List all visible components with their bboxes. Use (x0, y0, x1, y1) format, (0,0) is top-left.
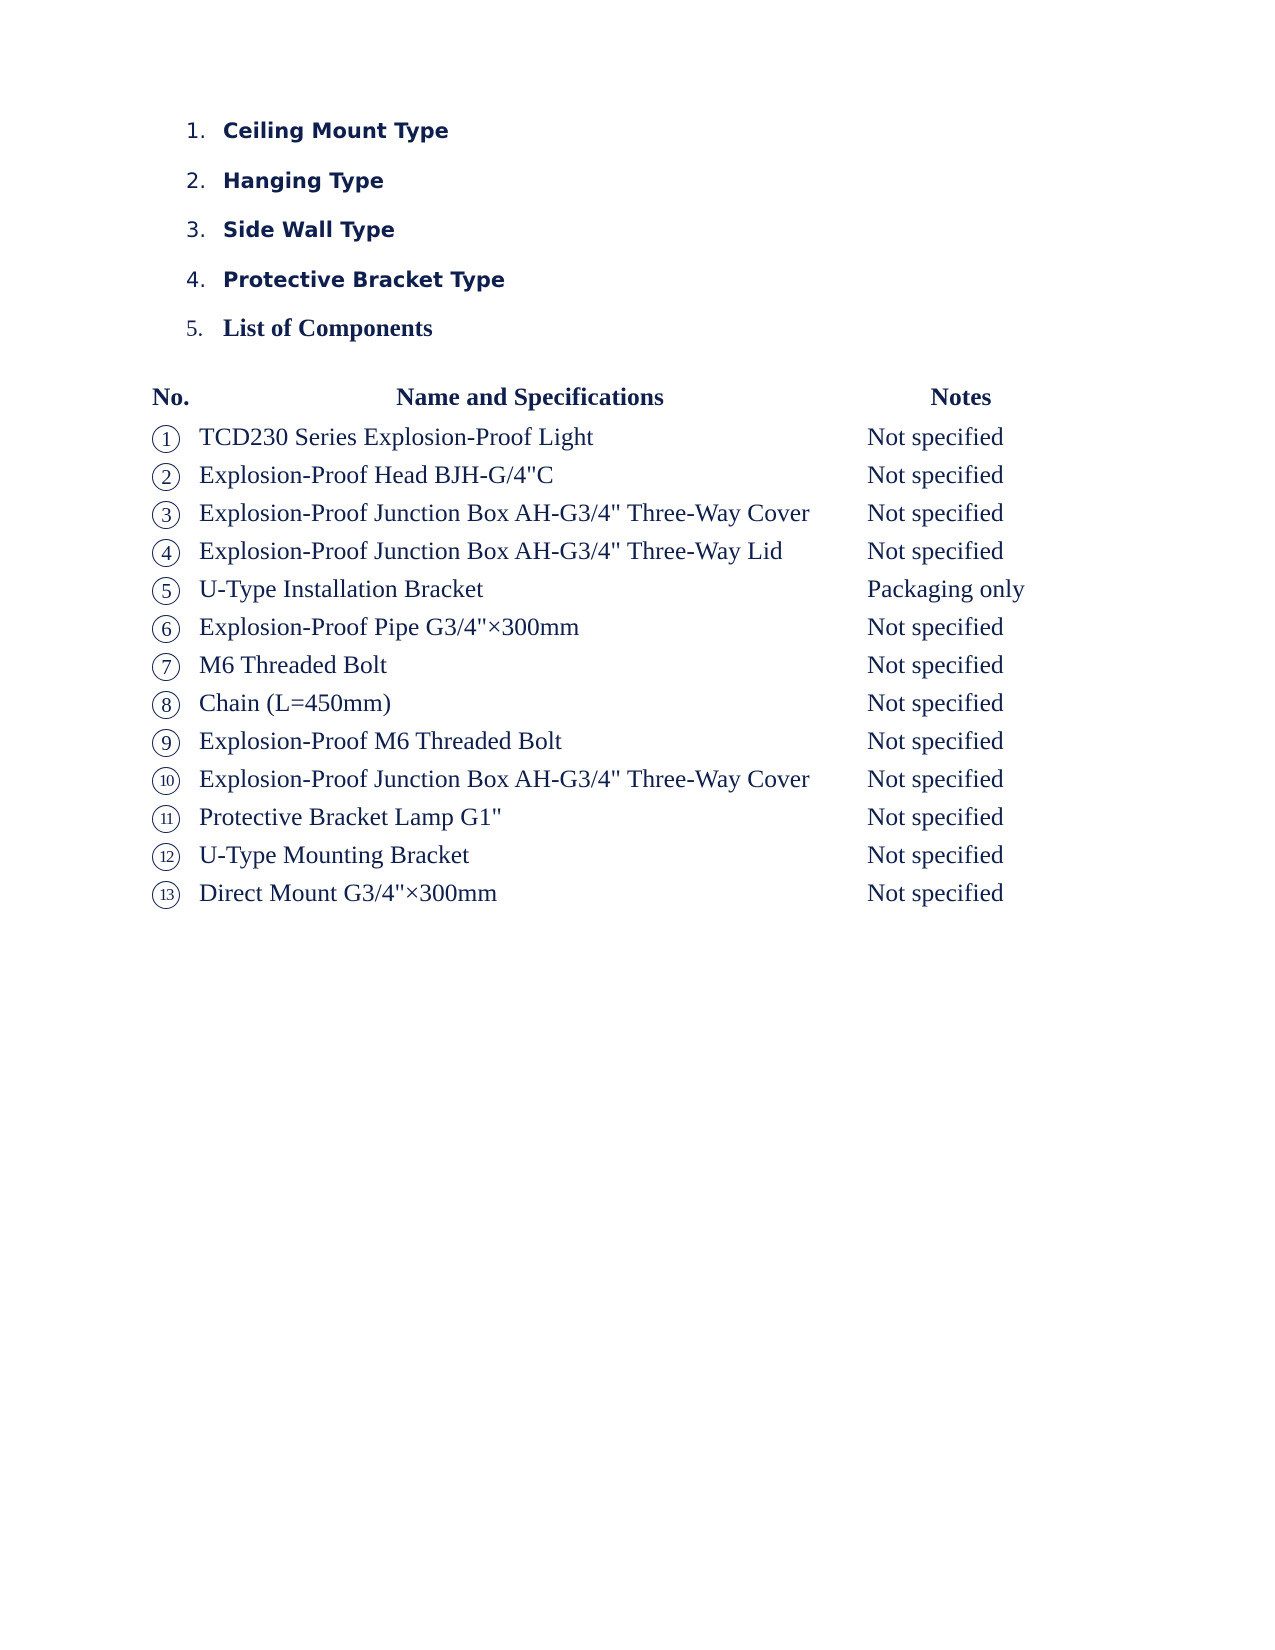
row-number: 9 (152, 729, 180, 757)
component-name: Explosion-Proof Junction Box AH-G3/4" Three-Way Cover (199, 764, 810, 793)
section-list (186, 117, 505, 365)
row-number: 11 (152, 805, 180, 833)
component-notes: Not specified (867, 422, 1004, 451)
component-name: Explosion-Proof Junction Box AH-G3/4" Three-Way Lid (199, 536, 783, 565)
table-row (152, 760, 1061, 798)
header-no: No. (152, 382, 190, 411)
header-name: Name and Specifications (396, 382, 664, 411)
component-notes: Not specified (867, 460, 1004, 489)
component-name: U-Type Installation Bracket (199, 574, 484, 603)
components-table (152, 382, 1061, 912)
row-number: 6 (152, 615, 180, 643)
row-number: 1 (152, 425, 180, 453)
component-name: Explosion-Proof Junction Box AH-G3/4" Three-Way Cover (199, 498, 810, 527)
row-number: 13 (152, 881, 180, 909)
component-name: Direct Mount G3/4"×300mm (199, 878, 498, 907)
component-name: Explosion-Proof Head BJH-G/4"C (199, 460, 554, 489)
table-row (152, 608, 1061, 646)
section-heading: Protective Bracket Type (223, 267, 506, 292)
section-heading: Ceiling Mount Type (223, 119, 449, 143)
section-item (186, 315, 505, 365)
component-notes: Not specified (867, 498, 1004, 527)
row-number: 5 (152, 577, 180, 605)
section-item (186, 266, 505, 316)
row-number: 8 (152, 691, 180, 719)
component-notes: Not specified (867, 726, 1004, 755)
table-row (152, 722, 1061, 760)
section-heading: List of Components (223, 315, 433, 343)
component-notes: Not specified (867, 688, 1004, 717)
row-number: 12 (152, 843, 180, 871)
section-number: 3. (186, 218, 207, 243)
component-notes: Not specified (867, 878, 1004, 907)
table-row (152, 532, 1061, 570)
row-number: 7 (152, 653, 180, 681)
component-name: Explosion-Proof Pipe G3/4"×300mm (199, 612, 580, 641)
section-number: 5. (186, 316, 204, 342)
component-notes: Not specified (867, 802, 1004, 831)
component-notes: Not specified (867, 536, 1004, 565)
table-header-row (152, 382, 1061, 418)
table-row (152, 494, 1061, 532)
table-row (152, 646, 1061, 684)
table-row (152, 570, 1061, 608)
component-notes: Not specified (867, 650, 1004, 679)
table-row (152, 456, 1061, 494)
section-number: 4. (186, 267, 207, 292)
table-row (152, 798, 1061, 836)
component-name: M6 Threaded Bolt (199, 650, 387, 679)
section-item (186, 117, 505, 167)
component-name: Chain (L=450mm) (199, 688, 392, 717)
section-item (186, 216, 505, 266)
row-number: 2 (152, 463, 180, 491)
component-name: Protective Bracket Lamp G1" (199, 802, 502, 831)
component-notes: Not specified (867, 840, 1004, 869)
header-notes: Notes (930, 382, 992, 411)
component-name: U-Type Mounting Bracket (199, 840, 470, 869)
component-notes: Not specified (867, 764, 1004, 793)
table-row (152, 418, 1061, 456)
table-row (152, 684, 1061, 722)
component-notes: Packaging only (867, 574, 1025, 603)
row-number: 4 (152, 539, 180, 567)
component-name: Explosion-Proof M6 Threaded Bolt (199, 726, 562, 755)
row-number: 3 (152, 501, 180, 529)
table-row (152, 874, 1061, 912)
section-heading: Side Wall Type (223, 218, 395, 243)
section-item (186, 167, 505, 217)
component-notes: Not specified (867, 612, 1004, 641)
section-number: 1. (186, 119, 207, 143)
section-number: 2. (186, 168, 207, 193)
section-heading: Hanging Type (223, 168, 385, 193)
component-name: TCD230 Series Explosion-Proof Light (199, 422, 594, 451)
row-number: 10 (152, 767, 180, 795)
table-row (152, 836, 1061, 874)
